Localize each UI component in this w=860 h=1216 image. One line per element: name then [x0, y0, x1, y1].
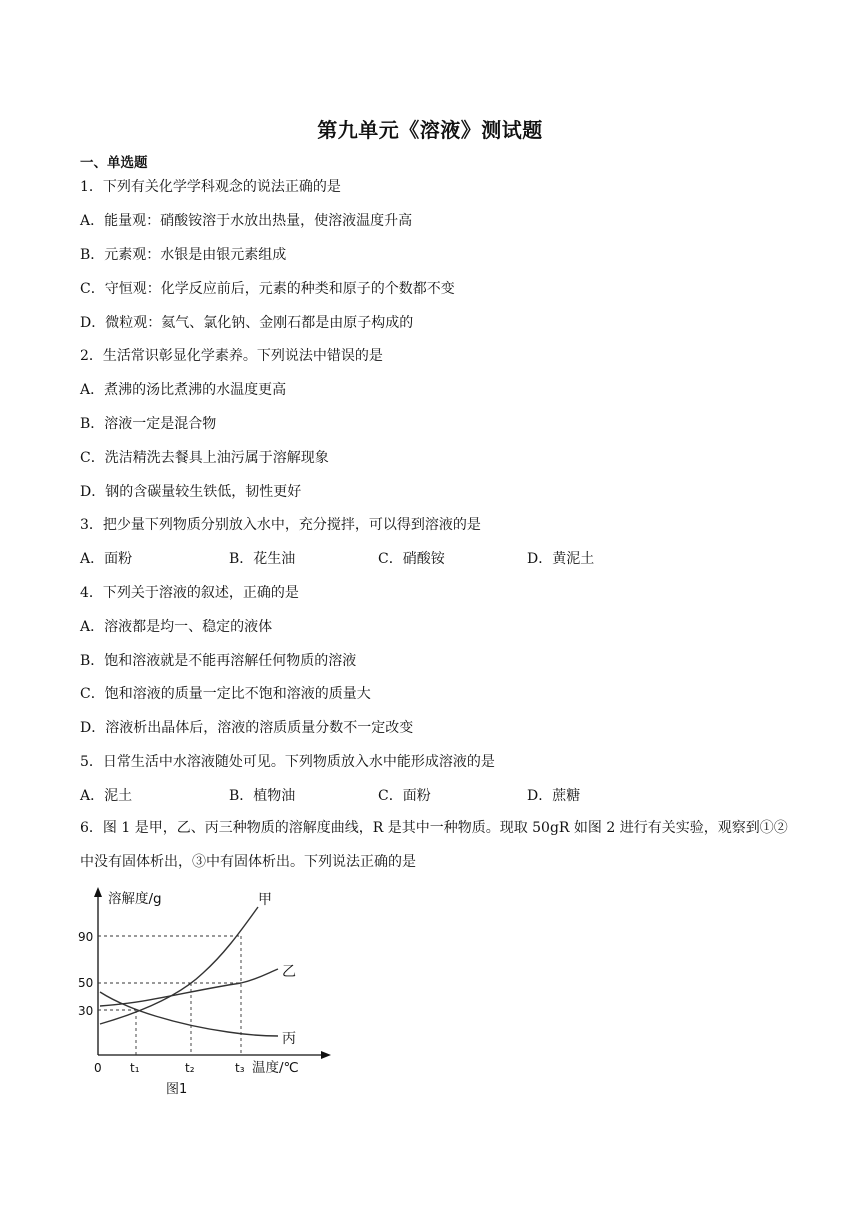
y-tick-30: 30: [78, 1004, 94, 1018]
question-2-option-a: A．煮沸的汤比煮沸的水温度更高: [80, 382, 287, 398]
question-2-stem: 2．生活常识彰显化学素养。下列说法中错误的是: [80, 348, 383, 364]
x-tick-t3: t₃: [235, 1061, 245, 1075]
question-5-option-d: D．蔗糖: [527, 788, 581, 804]
y-axis-label: 溶解度/g: [108, 891, 162, 907]
question-4-option-c: C．饱和溶液的质量一定比不饱和溶液的质量大: [80, 686, 371, 702]
x-axis-label: 温度/℃: [252, 1060, 299, 1076]
solubility-figure: [78, 885, 348, 1100]
x-tick-t1: t₁: [130, 1061, 140, 1075]
curve-yi: [100, 969, 278, 1006]
y-tick-90: 90: [78, 930, 94, 944]
question-3-option-c: C．硝酸铵: [378, 551, 445, 567]
question-4-option-b: B．饱和溶液就是不能再溶解任何物质的溶液: [80, 653, 357, 669]
question-2-option-d: D．钢的含碳量较生铁低，韧性更好: [80, 484, 302, 500]
question-2-option-c: C．洗洁精洗去餐具上油污属于溶解现象: [80, 450, 329, 466]
question-3-option-d: D．黄泥土: [527, 551, 595, 567]
question-5-option-b: B．植物油: [229, 788, 296, 804]
question-5-option-a: A．泥土: [80, 788, 133, 804]
question-1-option-d: D．微粒观：氦气、氯化钠、金刚石都是由原子构成的: [80, 315, 414, 331]
question-5-stem: 5．日常生活中水溶液随处可见。下列物质放入水中能形成溶液的是: [80, 754, 495, 770]
x-tick-t2: t₂: [185, 1061, 195, 1075]
section-heading: 一、单选题: [80, 155, 148, 171]
question-5-option-c: C．面粉: [378, 788, 431, 804]
question-1-option-a: A．能量观：硝酸铵溶于水放出热量，使溶液温度升高: [80, 213, 413, 229]
page-title: 第九单元《溶液》测试题: [317, 118, 543, 142]
curve-jia: [100, 907, 258, 1024]
curve-bing: [100, 992, 278, 1036]
series-label-jia: 甲: [258, 892, 272, 908]
y-tick-50: 50: [78, 976, 94, 990]
question-2-option-b: B．溶液一定是混合物: [80, 416, 217, 432]
figure-caption: 图1: [166, 1082, 188, 1097]
series-label-bing: 丙: [282, 1031, 296, 1047]
question-3-stem: 3．把少量下列物质分别放入水中，充分搅拌，可以得到溶液的是: [80, 517, 481, 533]
question-4-option-d: D．溶液析出晶体后，溶液的溶质质量分数不一定改变: [80, 720, 414, 736]
question-4-stem: 4．下列关于溶液的叙述，正确的是: [80, 585, 299, 601]
question-6-stem: 6．图 1 是甲，乙、丙三种物质的溶解度曲线，R 是其中一种物质。现取 50gR 如图 2 进行有关实验，观察到①②中没有固体析出，③中有固体析出。下列说法正确的是: [80, 820, 788, 870]
question-3-option-b: B．花生油: [229, 551, 296, 567]
question-4-option-a: A．溶液都是均一、稳定的液体: [80, 619, 273, 635]
origin-label: 0: [94, 1061, 102, 1075]
question-1-option-b: B．元素观：水银是由银元素组成: [80, 247, 287, 263]
question-1-option-c: C．守恒观：化学反应前后，元素的种类和原子的个数都不变: [80, 281, 455, 297]
question-1-stem: 1．下列有关化学学科观念的说法正确的是: [80, 179, 341, 195]
series-label-yi: 乙: [282, 964, 296, 980]
question-3-option-a: A．面粉: [80, 551, 133, 567]
